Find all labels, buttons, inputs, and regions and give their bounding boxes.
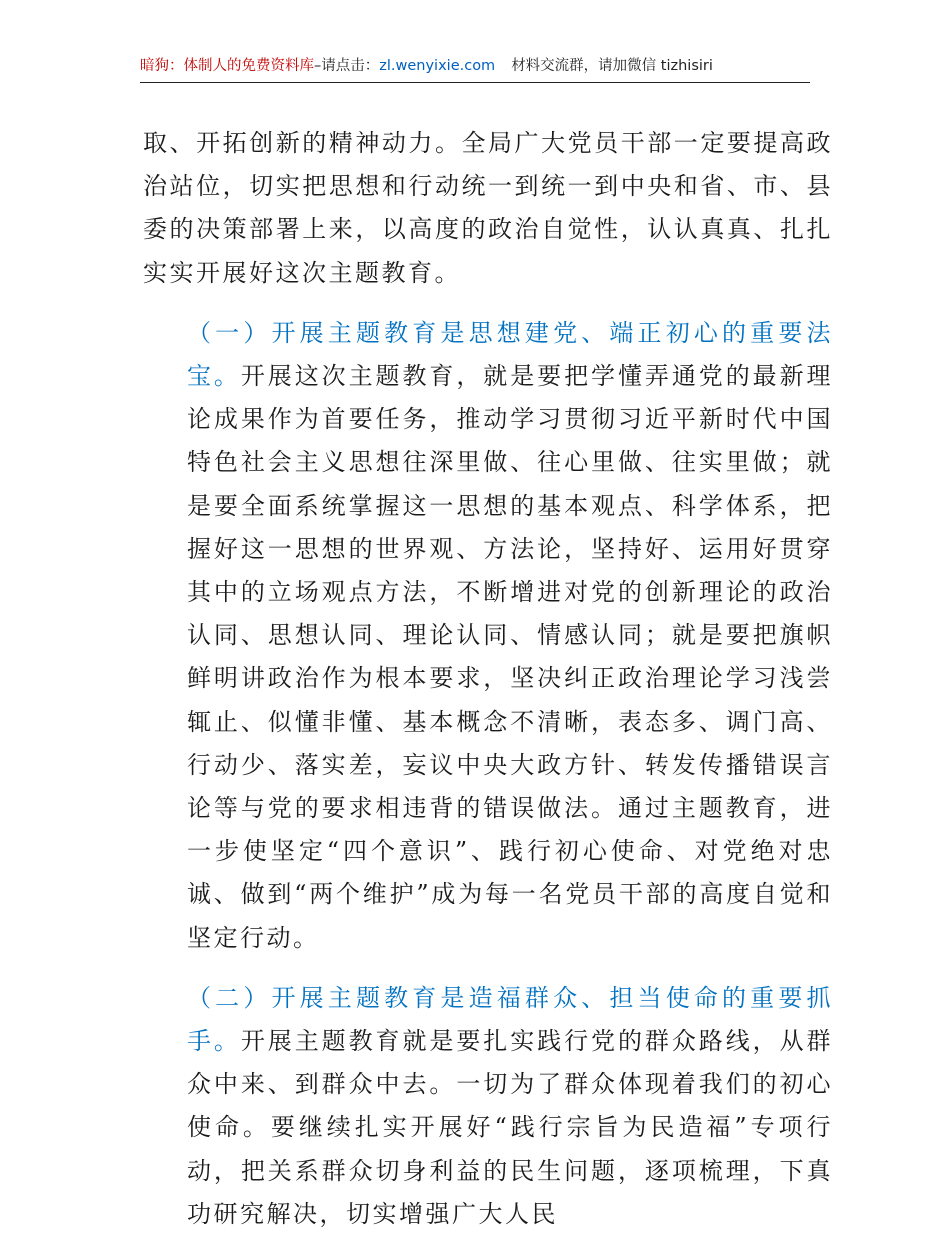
header-link-prompt: –请点击： bbox=[314, 58, 380, 74]
header-group-note: 材料交流群，请加微信 tizhisiri bbox=[511, 58, 713, 74]
section-two-text: 开展主题教育就是要扎实践行党的群众路线，从群众中来、到群众中去。一切为了群众体现着我们的初心使命。要继续扎实开展好“践行宗旨为民造福”专项行动，把关系群众切身利益的民生问题，逐项梳理，下真功研究解决，切实增强广大人民 bbox=[187, 1027, 834, 1228]
section-one-heading: （一）开展主题教育是思想建党、端正初心的重要法宝。 bbox=[187, 318, 833, 391]
page-header bbox=[140, 56, 810, 83]
document-body bbox=[143, 122, 833, 1236]
section-one-paragraph bbox=[143, 312, 833, 960]
header-site-name: 暗狗：体制人的免费资料库 bbox=[140, 58, 314, 74]
section-two-paragraph bbox=[143, 977, 833, 1236]
section-one-text: 开展这次主题教育，就是要把学懂弄通党的最新理论成果作为首要任务，推动学习贯彻习近平新时代中国特色社会主义思想往深里做、往心里做、往实里做；就是要全面系统掌握这一思想的基本观点、科学体系，把握好这一思想的世界观、方法论，坚持好、运用好贯穿其中的立场观点方法，不断增进对党的创新理论的政治认同、思想认同、理论认同、情感认同；就是要把旗帜鲜明讲政治作为根本要求，坚决纠正政治理论学习浅尝辄止、似懂非懂、基本概念不清晰，表态多、调门高、行动少、落实差，妄议中央大政方针、转发传播错误言论等与党的要求相违背的错误做法。通过主题教育，进一步使坚定“四个意识”、践行初心使命、对党绝对忠诚、做到“两个维护”成为每一名党员干部的高度自觉和坚定行动。 bbox=[187, 362, 834, 952]
section-two-heading: （二）开展主题教育是造福群众、担当使命的重要抓手。 bbox=[187, 983, 833, 1056]
body-paragraph-intro: 取、开拓创新的精神动力。全局广大党员干部一定要提高政治站位，切实把思想和行动统一到统一到中央和省、市、县委的决策部署上来，以高度的政治自觉性，认认真真、扎扎实实开展好这次主题教育。 bbox=[143, 129, 833, 287]
header-url-link[interactable]: zl.wenyixie.com bbox=[379, 58, 496, 74]
